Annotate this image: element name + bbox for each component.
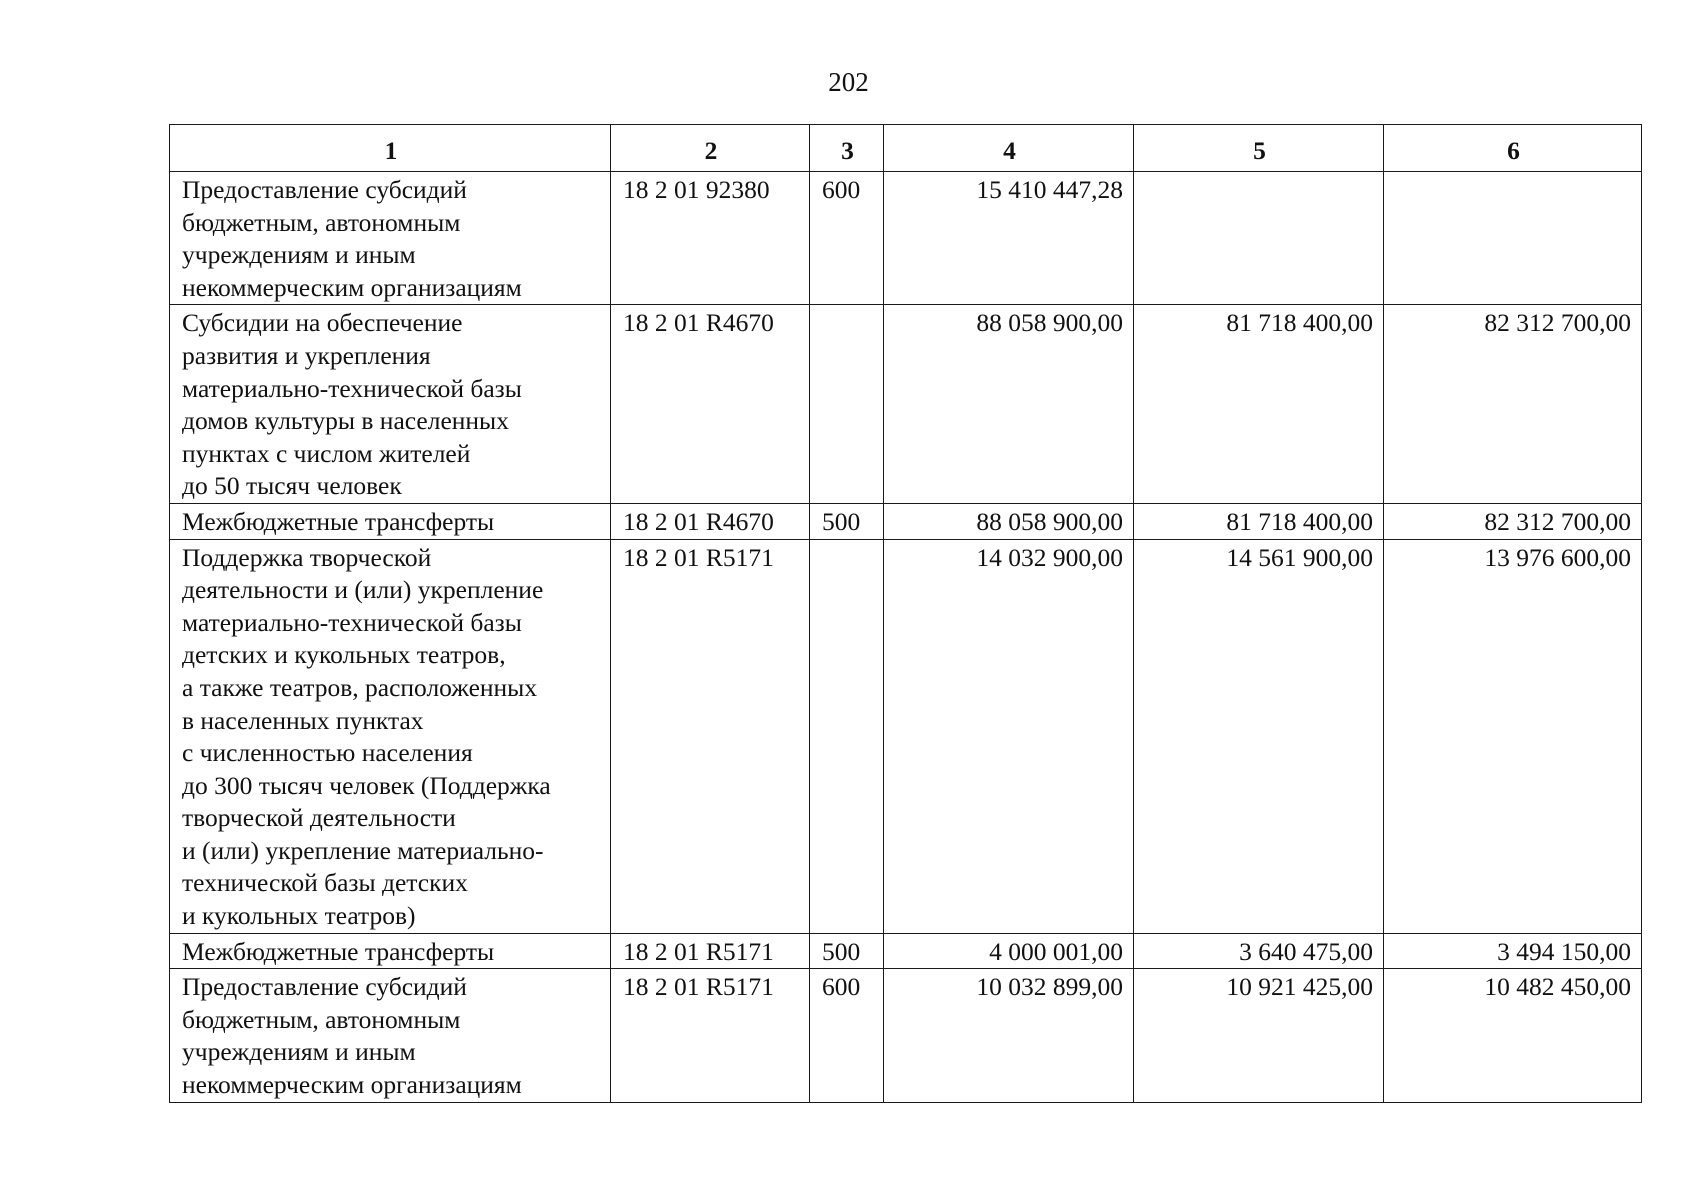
row-name-line: и (или) укрепление материально-	[182, 835, 544, 865]
row-name-line: материально-технической базы	[182, 373, 522, 403]
row-name-cell	[170, 933, 611, 969]
amount-cell-col6: 10 482 450,00	[1384, 969, 1642, 1102]
amount-cell-col4: 10 032 899,00	[884, 969, 1134, 1102]
row-name-cell	[170, 305, 611, 504]
expense-type-code-cell	[810, 305, 884, 504]
row-name-line: до 50 тысяч человек	[182, 471, 402, 501]
table-row	[170, 933, 1642, 969]
expense-type-code-cell: 500	[810, 503, 884, 539]
budget-table	[169, 124, 1642, 1103]
row-name-line: до 300 тысяч человек (Поддержка	[182, 770, 551, 800]
row-name-line: учреждениям и иным	[182, 1037, 416, 1067]
row-name-cell	[170, 969, 611, 1102]
table-row	[170, 172, 1642, 305]
expense-type-code-cell: 600	[810, 172, 884, 305]
row-name-line: развития и укрепления	[182, 340, 431, 370]
target-article-code-cell: 18 2 01 R5171	[611, 969, 810, 1102]
row-name-line: Предоставление субсидий	[182, 972, 467, 1002]
column-header-4: 4	[884, 125, 1134, 172]
row-name-line: с численностью населения	[182, 738, 473, 768]
page-number: 202	[828, 67, 869, 97]
row-name-line: технической базы детских	[182, 868, 468, 898]
row-name-line: в населенных пунктах	[182, 705, 424, 735]
row-name-cell	[170, 503, 611, 539]
row-name-line: Субсидии на обеспечение	[182, 308, 463, 338]
amount-cell-col4: 15 410 447,28	[884, 172, 1134, 305]
target-article-code-cell: 18 2 01 R4670	[611, 503, 810, 539]
row-name-line: домов культуры в населенных	[182, 406, 509, 436]
table-row	[170, 503, 1642, 539]
amount-cell-col6: 82 312 700,00	[1384, 305, 1642, 504]
amount-cell-col6	[1384, 172, 1642, 305]
row-name-line: материально-технической базы	[182, 607, 522, 637]
amount-cell-col5: 81 718 400,00	[1134, 503, 1384, 539]
row-name-line: детских и кукольных театров,	[182, 640, 506, 670]
expense-type-code-cell	[810, 539, 884, 933]
amount-cell-col6: 13 976 600,00	[1384, 539, 1642, 933]
row-name-cell	[170, 539, 611, 933]
amount-cell-col5: 3 640 475,00	[1134, 933, 1384, 969]
expense-type-code-cell: 600	[810, 969, 884, 1102]
table-header-row	[170, 125, 1642, 172]
amount-cell-col5: 14 561 900,00	[1134, 539, 1384, 933]
row-name-line: бюджетным, автономным	[182, 1004, 461, 1034]
row-name-line: пунктах с числом жителей	[182, 438, 471, 468]
row-name-line: творческой деятельности	[182, 803, 456, 833]
row-name-line: Поддержка творческой	[182, 542, 432, 572]
target-article-code-cell: 18 2 01 92380	[611, 172, 810, 305]
table-row	[170, 305, 1642, 504]
row-name-line: и кукольных театров)	[182, 901, 416, 931]
row-name-line: учреждениям и иным	[182, 240, 416, 270]
row-name-line: Межбюджетные трансферты	[182, 506, 495, 536]
target-article-code-cell: 18 2 01 R4670	[611, 305, 810, 504]
amount-cell-col5	[1134, 172, 1384, 305]
row-name-line: некоммерческим организациям	[182, 1070, 522, 1100]
column-header-5: 5	[1134, 125, 1384, 172]
amount-cell-col5: 10 921 425,00	[1134, 969, 1384, 1102]
table-body	[170, 172, 1642, 1103]
amount-cell-col4: 4 000 001,00	[884, 933, 1134, 969]
table-row	[170, 969, 1642, 1102]
column-header-3: 3	[810, 125, 884, 172]
amount-cell-col4: 88 058 900,00	[884, 503, 1134, 539]
row-name-line: а также театров, расположенных	[182, 672, 538, 702]
row-name-line: Предоставление субсидий	[182, 175, 467, 204]
target-article-code-cell: 18 2 01 R5171	[611, 539, 810, 933]
amount-cell-col6: 3 494 150,00	[1384, 933, 1642, 969]
column-header-1: 1	[170, 125, 611, 172]
row-name-line: некоммерческим организациям	[182, 272, 522, 302]
row-name-cell	[170, 172, 611, 305]
target-article-code-cell: 18 2 01 R5171	[611, 933, 810, 969]
row-name-line: Межбюджетные трансферты	[182, 936, 495, 966]
column-header-6: 6	[1384, 125, 1642, 172]
amount-cell-col4: 14 032 900,00	[884, 539, 1134, 933]
table-row	[170, 539, 1642, 933]
column-header-2: 2	[611, 125, 810, 172]
amount-cell-col5: 81 718 400,00	[1134, 305, 1384, 504]
row-name-line: деятельности и (или) укрепление	[182, 575, 544, 605]
amount-cell-col6: 82 312 700,00	[1384, 503, 1642, 539]
expense-type-code-cell: 500	[810, 933, 884, 969]
amount-cell-col4: 88 058 900,00	[884, 305, 1134, 504]
row-name-line: бюджетным, автономным	[182, 207, 461, 237]
